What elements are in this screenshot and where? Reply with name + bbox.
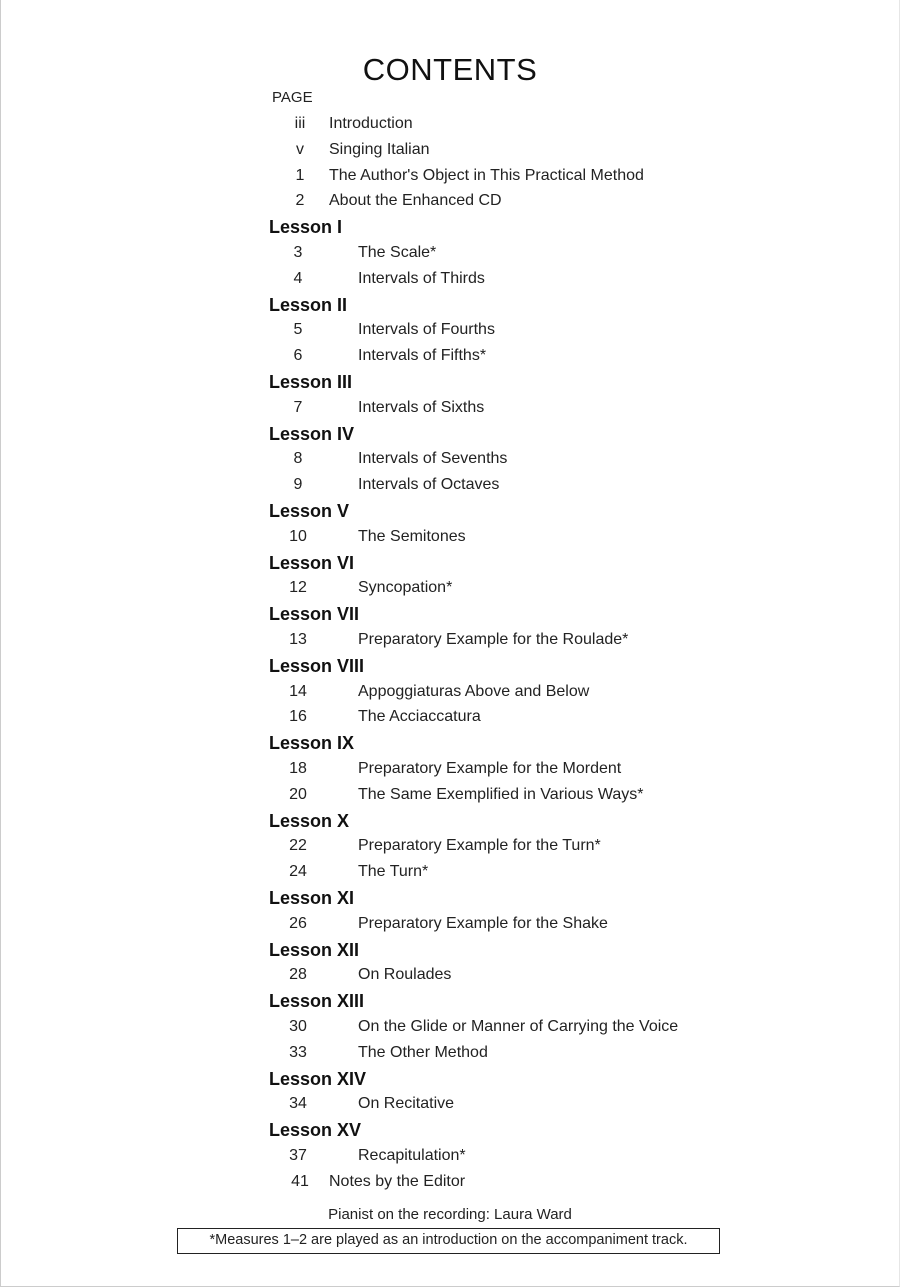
entry-title: Introduction	[329, 115, 413, 132]
page-number: 1	[295, 166, 305, 184]
page-number: 3	[293, 244, 303, 261]
entry-title: Preparatory Example for the Mordent	[358, 760, 622, 777]
lesson-title: Lesson IX	[269, 733, 355, 754]
page-title: CONTENTS	[362, 52, 538, 87]
lesson-title: Lesson V	[269, 501, 350, 521]
entry-title: About the Enhanced CD	[329, 192, 502, 210]
lesson-heading	[0, 938, 900, 962]
toc-entry	[0, 396, 900, 420]
lesson-heading	[0, 1118, 900, 1142]
entry-title: The Acciaccatura	[358, 708, 481, 726]
lesson-title: Lesson II	[269, 294, 348, 315]
lesson-title: Lesson X	[269, 810, 350, 831]
page-number: 37	[289, 1147, 307, 1164]
toc-entry	[0, 1170, 900, 1194]
lesson-heading	[0, 654, 900, 678]
page-number: 24	[289, 863, 307, 881]
entry-title: The Scale*	[358, 244, 437, 261]
lesson-title: Lesson XV	[269, 1120, 362, 1141]
toc-entry	[0, 860, 900, 884]
toc-entry	[0, 447, 900, 471]
page-number: 5	[293, 321, 303, 339]
page-number: 26	[289, 914, 307, 932]
lesson-heading	[0, 499, 900, 523]
page-number: 41	[291, 1172, 309, 1190]
entry-title: Preparatory Example for the Shake	[358, 914, 608, 932]
toc-entry	[0, 1015, 900, 1039]
entry-title: Intervals of Thirds	[358, 269, 485, 287]
pianist-credit: Pianist on the recording: Laura Ward	[328, 1206, 572, 1223]
entry-title: The Same Exemplified in Various Ways*	[358, 785, 644, 803]
lesson-heading	[0, 886, 900, 910]
lesson-heading	[0, 422, 900, 446]
toc-entry	[0, 576, 900, 600]
lesson-title: Lesson VII	[269, 604, 360, 625]
toc-entry	[0, 628, 900, 652]
lesson-title: Lesson XI	[269, 888, 355, 908]
page-number: 4	[293, 269, 303, 287]
lesson-heading	[0, 1067, 900, 1091]
entry-title: Preparatory Example for the Turn*	[358, 837, 601, 855]
entry-title: The Author's Object in This Practical Method	[329, 166, 644, 184]
toc-entry	[0, 1092, 900, 1116]
toc-entry	[0, 344, 900, 368]
lesson-title: Lesson III	[269, 372, 353, 392]
toc-entry	[0, 1041, 900, 1065]
entry-title: Intervals of Fifths*	[358, 347, 487, 365]
lesson-title: Lesson XIV	[269, 1068, 367, 1089]
lesson-heading	[0, 602, 900, 626]
toc-entry	[0, 241, 900, 265]
toc-entry	[0, 912, 900, 936]
entry-title: On the Glide or Manner of Carrying the Voice	[358, 1018, 679, 1035]
entry-title: On Recitative	[358, 1095, 455, 1113]
lesson-heading	[0, 731, 900, 755]
entry-title: Appoggiaturas Above and Below	[358, 682, 590, 700]
footnote-box: *Measures 1–2 are played as an introduction on the accompaniment track.	[177, 1228, 720, 1254]
entry-title: Singing Italian	[329, 140, 430, 158]
page-number: 16	[289, 708, 307, 726]
entry-title: Intervals of Octaves	[358, 476, 500, 494]
toc-entry	[0, 318, 900, 342]
toc-entry	[0, 680, 900, 704]
entry-title: The Turn*	[358, 863, 429, 881]
toc-entry	[0, 757, 900, 781]
toc-entry	[0, 525, 900, 549]
lesson-title: Lesson XIII	[269, 991, 365, 1012]
toc-entry	[0, 473, 900, 497]
toc-entry	[0, 834, 900, 858]
page-number: 9	[293, 476, 303, 494]
entry-title: Recapitulation*	[358, 1147, 466, 1164]
lesson-heading	[0, 215, 900, 239]
toc-entry	[0, 267, 900, 291]
page-number: 33	[289, 1043, 307, 1061]
entry-title: On Roulades	[358, 966, 452, 984]
entry-title: Intervals of Sixths	[358, 398, 485, 416]
toc-entry	[0, 138, 900, 162]
lesson-title: Lesson I	[269, 217, 343, 238]
entry-title: Intervals of Fourths	[358, 321, 495, 339]
lesson-heading	[0, 370, 900, 394]
page-number: 12	[289, 579, 307, 597]
page-number: 34	[289, 1095, 307, 1113]
entry-title: Syncopation*	[358, 579, 453, 597]
page-number: 8	[293, 450, 303, 468]
entry-title: Intervals of Sevenths	[358, 450, 508, 468]
toc-entry	[0, 189, 900, 213]
lesson-title: Lesson IV	[269, 423, 355, 444]
entry-title: Preparatory Example for the Roulade*	[358, 631, 629, 648]
page-number: 22	[289, 837, 307, 855]
lesson-title: Lesson XII	[269, 939, 360, 960]
lesson-title: Lesson VI	[269, 552, 355, 573]
lesson-heading	[0, 293, 900, 317]
page-number: 14	[289, 682, 307, 700]
entry-title: The Semitones	[358, 527, 466, 545]
page-number: 18	[289, 760, 307, 777]
entry-title: Notes by the Editor	[329, 1172, 466, 1190]
page-column-label: PAGE	[272, 89, 313, 106]
lesson-heading	[0, 551, 900, 575]
page-number: 6	[293, 347, 303, 365]
toc-entry	[0, 705, 900, 729]
toc-entry	[0, 963, 900, 987]
page-number: 7	[293, 398, 303, 416]
page-number: iii	[294, 115, 306, 132]
page-number: 30	[289, 1018, 307, 1035]
toc-entry	[0, 112, 900, 136]
toc-entry	[0, 783, 900, 807]
page-number: 13	[289, 631, 307, 648]
toc-entry	[0, 1144, 900, 1168]
page-number: v	[296, 140, 304, 158]
toc-entry	[0, 164, 900, 188]
lesson-heading	[0, 989, 900, 1013]
page-number: 20	[289, 785, 307, 803]
page-number: 28	[289, 966, 307, 984]
lesson-heading	[0, 809, 900, 833]
entry-title: The Other Method	[358, 1043, 488, 1061]
page-number: 2	[295, 192, 305, 210]
lesson-title: Lesson VIII	[269, 655, 365, 676]
page-number: 10	[289, 527, 307, 545]
